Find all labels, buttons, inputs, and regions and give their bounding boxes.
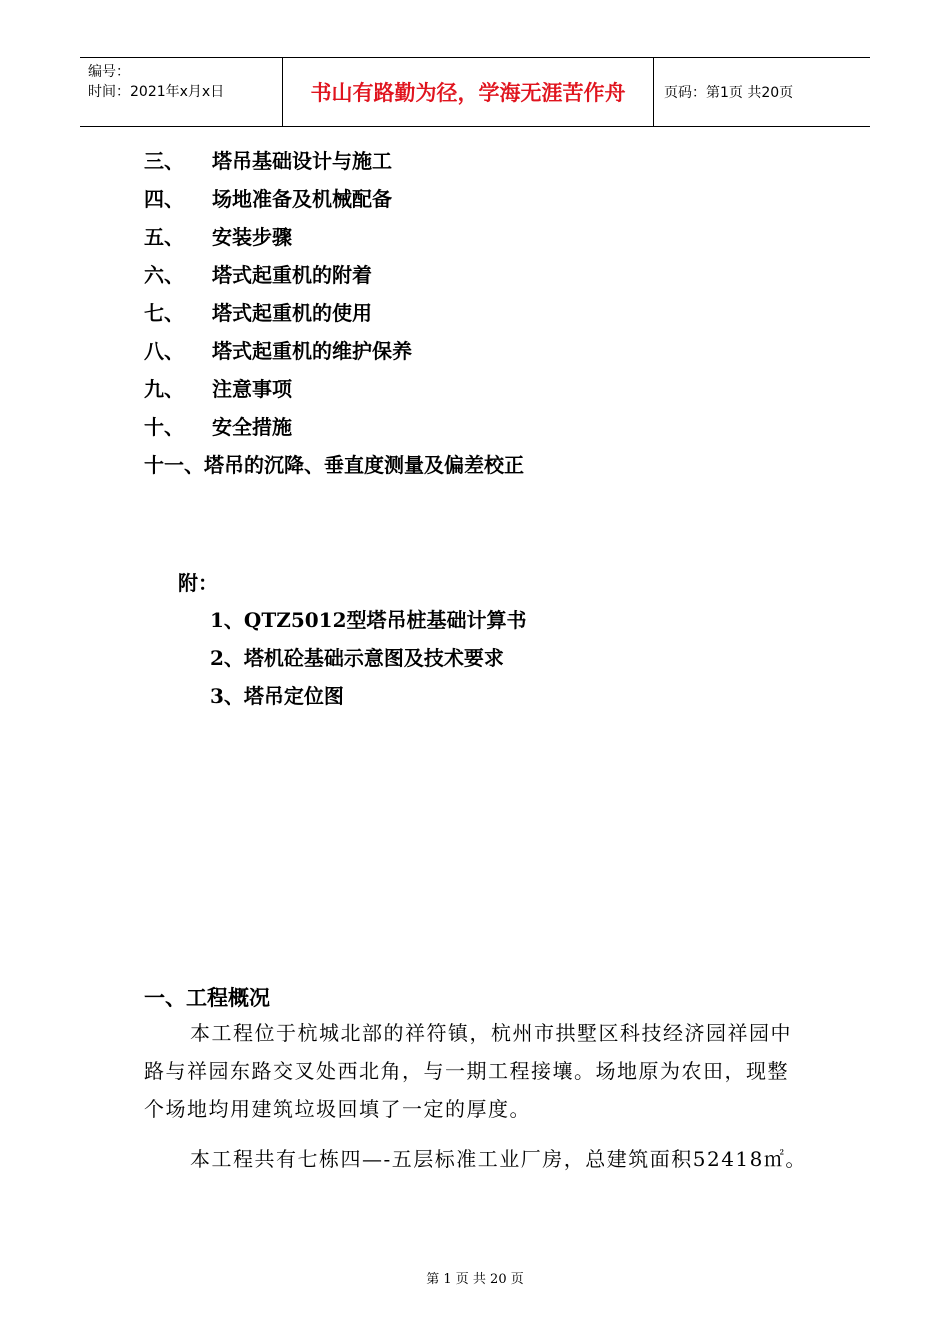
toc-item-number: 三、: [144, 149, 184, 173]
toc-item: [144, 256, 524, 294]
toc-item: [144, 180, 524, 218]
toc-item-number: 五、: [144, 225, 184, 249]
table-of-contents: [144, 142, 524, 484]
header-meta: [80, 58, 282, 126]
toc-item-title: 塔式起重机的附着: [212, 263, 372, 287]
toc-item: [144, 294, 524, 332]
toc-item-number: 九、: [144, 377, 184, 401]
toc-item-title: 注意事项: [212, 377, 292, 401]
toc-item-number: 十、: [144, 415, 184, 439]
appendix-item: 2、塔机砼基础示意图及技术要求: [210, 646, 504, 670]
section-heading: 一、工程概况: [144, 985, 270, 1010]
toc-item: [144, 142, 524, 180]
page-footer: 第 1 页 共 20 页: [426, 1272, 524, 1287]
toc-item-title: 安装步骤: [212, 225, 292, 249]
toc-item-title: 场地准备及机械配备: [212, 187, 392, 211]
toc-item-title: 塔式起重机的使用: [212, 301, 372, 325]
toc-item: [144, 332, 524, 370]
toc-item-title: 塔吊的沉降、垂直度测量及偏差校正: [204, 453, 524, 477]
toc-item: [144, 408, 524, 446]
toc-item-title: 安全措施: [212, 415, 292, 439]
doc-time-label: 时间：2021年x月x日: [88, 84, 225, 100]
appendix-item: 1、QTZ5012型塔吊桩基础计算书: [210, 608, 527, 632]
toc-item: [144, 370, 524, 408]
toc-item-number: 十一、: [144, 453, 204, 477]
appendix-heading: 附：: [178, 571, 218, 595]
toc-item-number: 七、: [144, 301, 184, 325]
body-paragraph: 本工程位于杭城北部的祥符镇，杭州市拱墅区科技经济园祥园中路与祥园东路交叉处西北角，与一期工程接壤。场地原为农田，现整个场地均用建筑垃圾回填了一定的厚度。: [144, 1021, 792, 1121]
toc-item-number: 六、: [144, 263, 184, 287]
toc-item-title: 塔吊基础设计与施工: [212, 149, 392, 173]
page-header: [80, 57, 870, 127]
appendix-list: [210, 601, 526, 715]
appendix-item: 3、塔吊定位图: [210, 684, 344, 708]
toc-item-title: 塔式起重机的维护保养: [212, 339, 412, 363]
body-paragraph: 本工程共有七栋四—-五层标准工业厂房，总建筑面积52418㎡。: [190, 1147, 807, 1171]
toc-item-number: 八、: [144, 339, 184, 363]
doc-number-label: 编号：: [88, 64, 130, 80]
header-motto: 书山有路勤为径，学海无涯苦作舟: [282, 58, 654, 126]
toc-item-number: 四、: [144, 187, 184, 211]
toc-item: [144, 446, 524, 484]
toc-item: [144, 218, 524, 256]
header-page-info: 页码：第1页 共20页: [664, 85, 794, 101]
